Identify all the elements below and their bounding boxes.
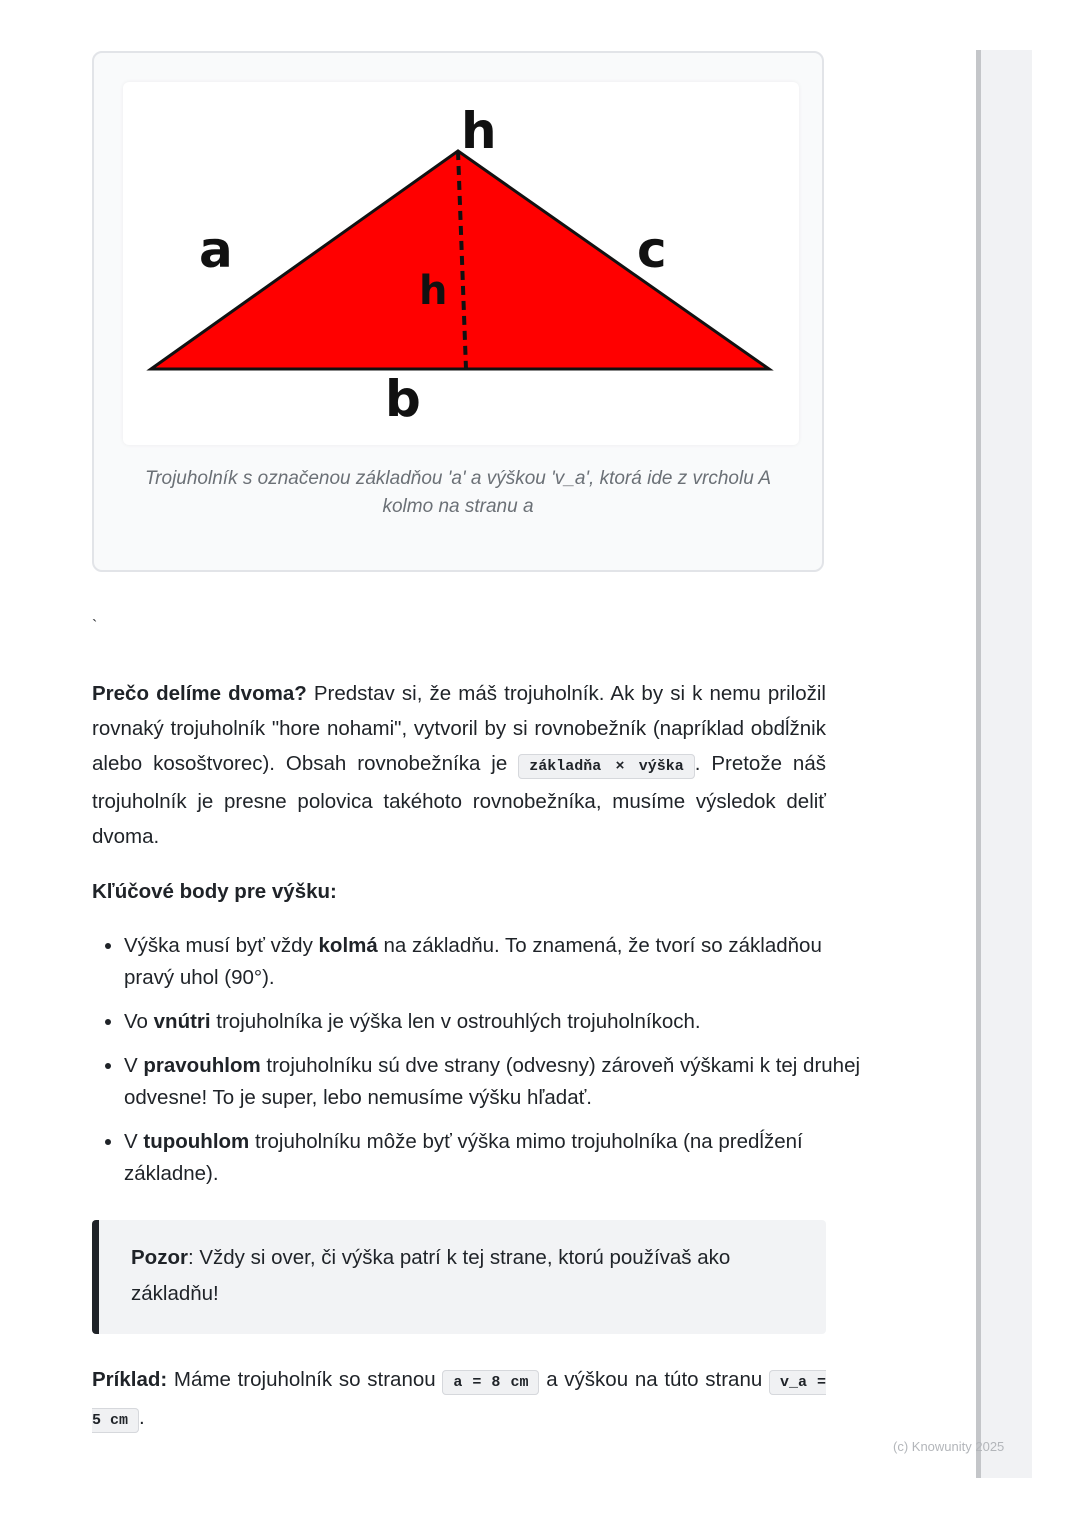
copyright-footer: (c) Knowunity 2025 [893,1439,1005,1454]
label-a: a [199,221,233,279]
label-b: b [385,370,421,428]
stray-mark: ` [92,618,98,635]
explanation-paragraph [92,676,826,854]
figure-caption: Trojuholník s označenou základňou 'a' a výškou 'v_a', ktorá ide z vrcholu A kolmo na stranu a [144,468,772,517]
label-h-top: h [461,102,497,160]
paragraph-text: Predstav si, že máš trojuholník. Ak by si k nemu priložil rovnaký trojuholník "hore nohami", vytvoril by si rovnobežník (napríklad obdĺžnik alebo kosoštvorec). Obsah rovnobežníka je [92,682,826,775]
triangle-diagram [123,82,799,445]
scrollbar-thumb[interactable] [976,50,981,1478]
list-item: • V tupouhlom trojuholníku môže byť výška mimo trojuholníka (na predĺžení základne). [124,1126,864,1190]
list-item: • Výška musí byť vždy kolmá na základňu. To znamená, že tvorí so základňou pravý uhol (90°). [124,930,864,994]
section-heading: Kľúčové body pre výšku: [92,880,337,903]
key-points-list [92,930,864,1202]
inline-code: v_a = 5 cm [92,1370,826,1433]
scrollbar-track[interactable] [976,50,1032,1478]
list-item: • V pravouhlom trojuholníku sú dve strany (odvesny) zároveň výškami k tej druhej odvesne! To je super, lebo nemusíme výšku hľadať. [124,1050,864,1114]
paragraph-bold: Prečo delíme dvoma? [92,682,307,705]
inline-code: a = 8 cm [442,1370,539,1395]
warning-callout [92,1220,826,1334]
paragraph-text: . Pretože náš trojuholník je presne polovica takéhoto rovnobežníka, musíme výsledok deliť dvoma. [92,752,826,848]
list-item: • Vo vnútri trojuholníka je výška len v ostrouhlých trojuholníkoch. [124,1006,864,1038]
inline-code: základňa × výška [518,754,695,779]
example-bold: Príklad: [92,1368,168,1391]
callout-bold: Pozor [131,1246,188,1269]
label-h-inner: h [419,268,448,314]
callout-text: : Vždy si over, či výška patrí k tej strane, ktorú používaš ako základňu! [131,1246,731,1305]
example-paragraph: Príklad: Máme trojuholník so stranou a = 8 cm a výškou na túto stranu v_a = 5 cm . [92,1362,826,1438]
figure-card [92,51,824,572]
label-c: c [637,221,667,279]
